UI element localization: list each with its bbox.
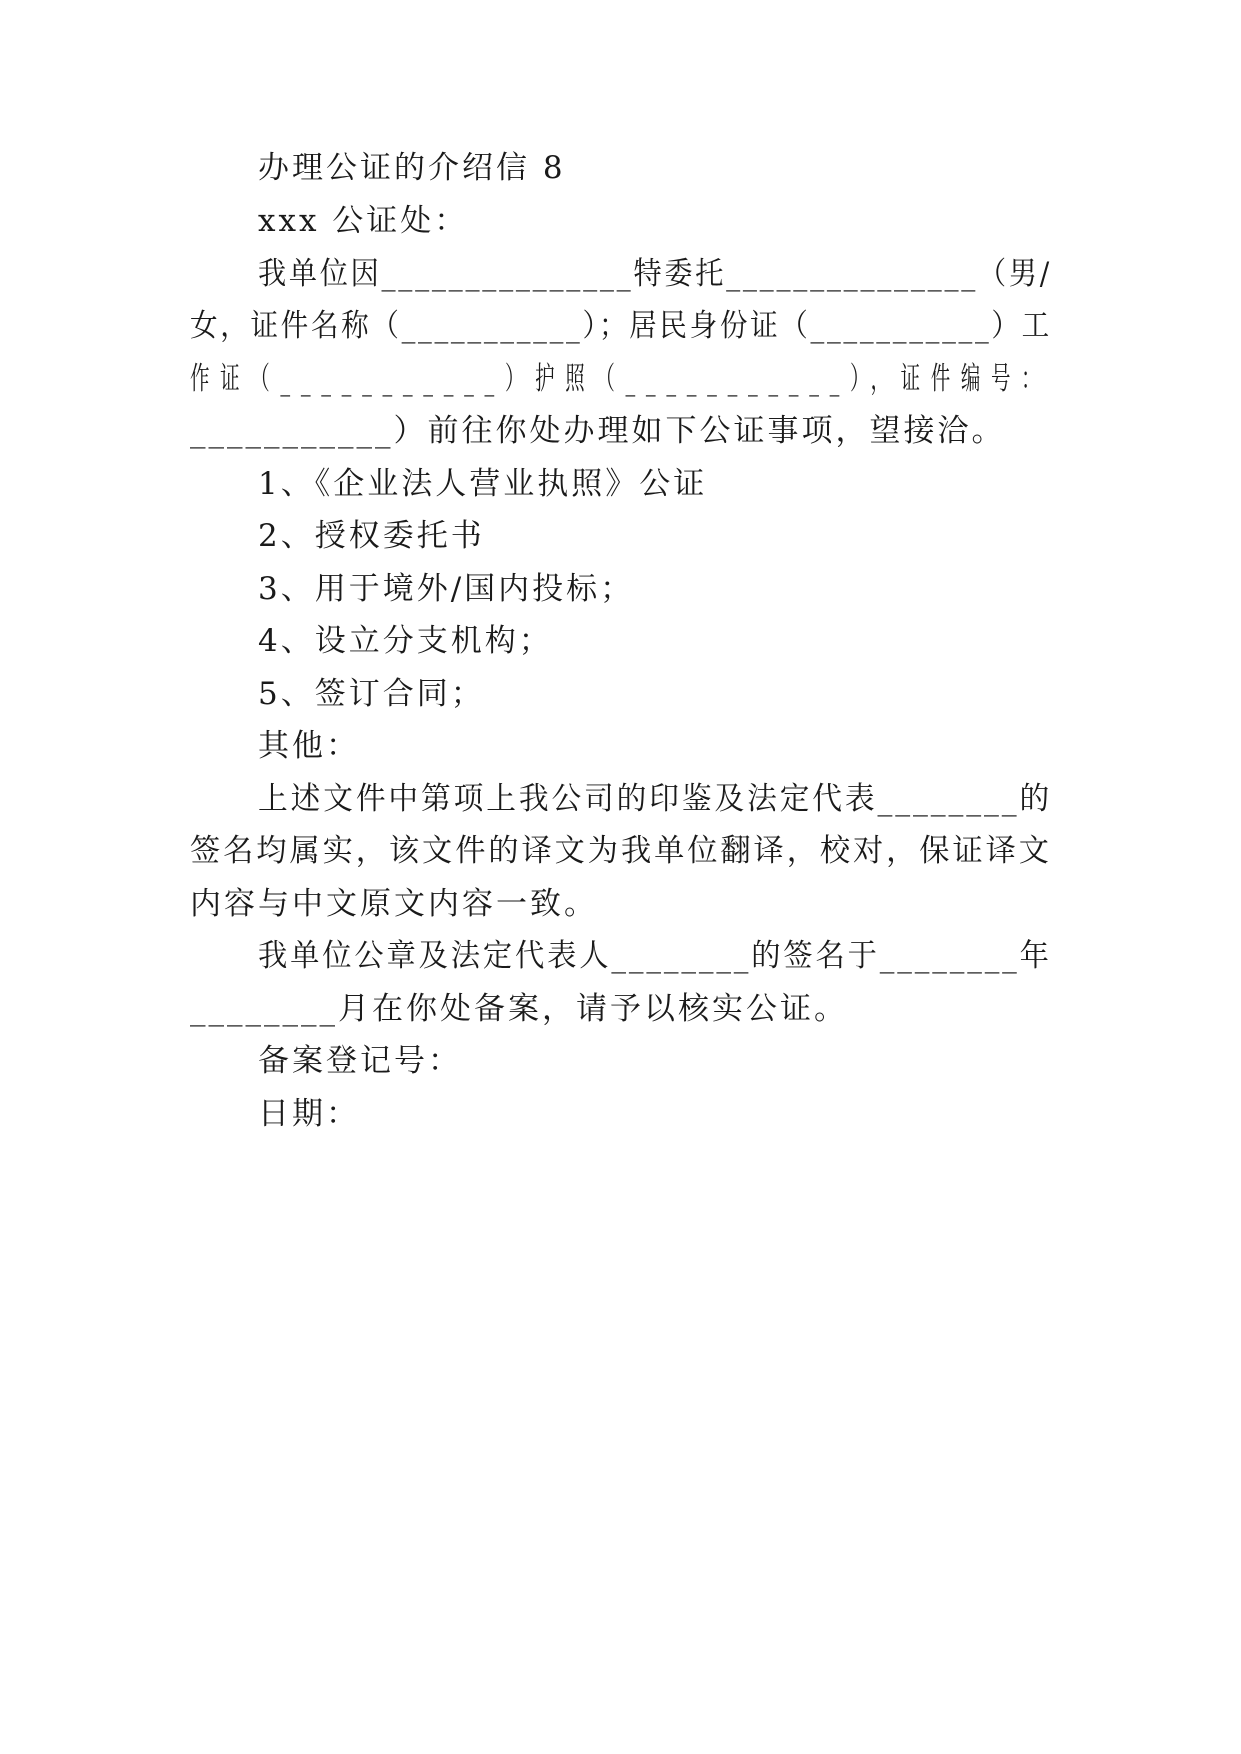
paragraph3-line2: ________月在你处备案，请予以核实公证。 (190, 991, 848, 1027)
paragraph1-line1: 我单位因_______________特委托_______________（男/ (258, 256, 1053, 292)
paragraph1-line3: 作证（___________）护照（___________），证件编号： (190, 361, 1052, 397)
paragraph2-line2: 签名均属实，该文件的译文为我单位翻译，校对，保证译文 (190, 833, 1052, 869)
record-number-label: 备案登记号： (258, 1043, 462, 1079)
paragraph1-line4: ___________）前往你处办理如下公证事项，望接洽。 (190, 413, 1006, 449)
list-item: 4、设立分支机构； (258, 623, 553, 659)
list-item: 5、签订合同； (258, 676, 485, 712)
list-item: 2、授权委托书 (258, 518, 485, 554)
paragraph1-line2: 女，证件名称（___________）；居民身份证（___________）工 (190, 308, 1052, 344)
paragraph2-line3: 内容与中文原文内容一致。 (190, 886, 598, 922)
document-title: 办理公证的介绍信 8 (258, 150, 566, 186)
recipient-line: xxx 公证处： (258, 203, 469, 239)
list-item: 1、《企业法人营业执照》公证 (258, 466, 708, 502)
paragraph2-line1: 上述文件中第项上我公司的印鉴及法定代表________的 (258, 781, 1053, 817)
paragraph3-line1: 我单位公章及法定代表人________的签名于________年 (258, 938, 1052, 974)
list-item: 3、用于境外/国内投标； (258, 571, 635, 607)
date-label: 日期： (258, 1096, 360, 1132)
other-line: 其他： (258, 728, 360, 764)
